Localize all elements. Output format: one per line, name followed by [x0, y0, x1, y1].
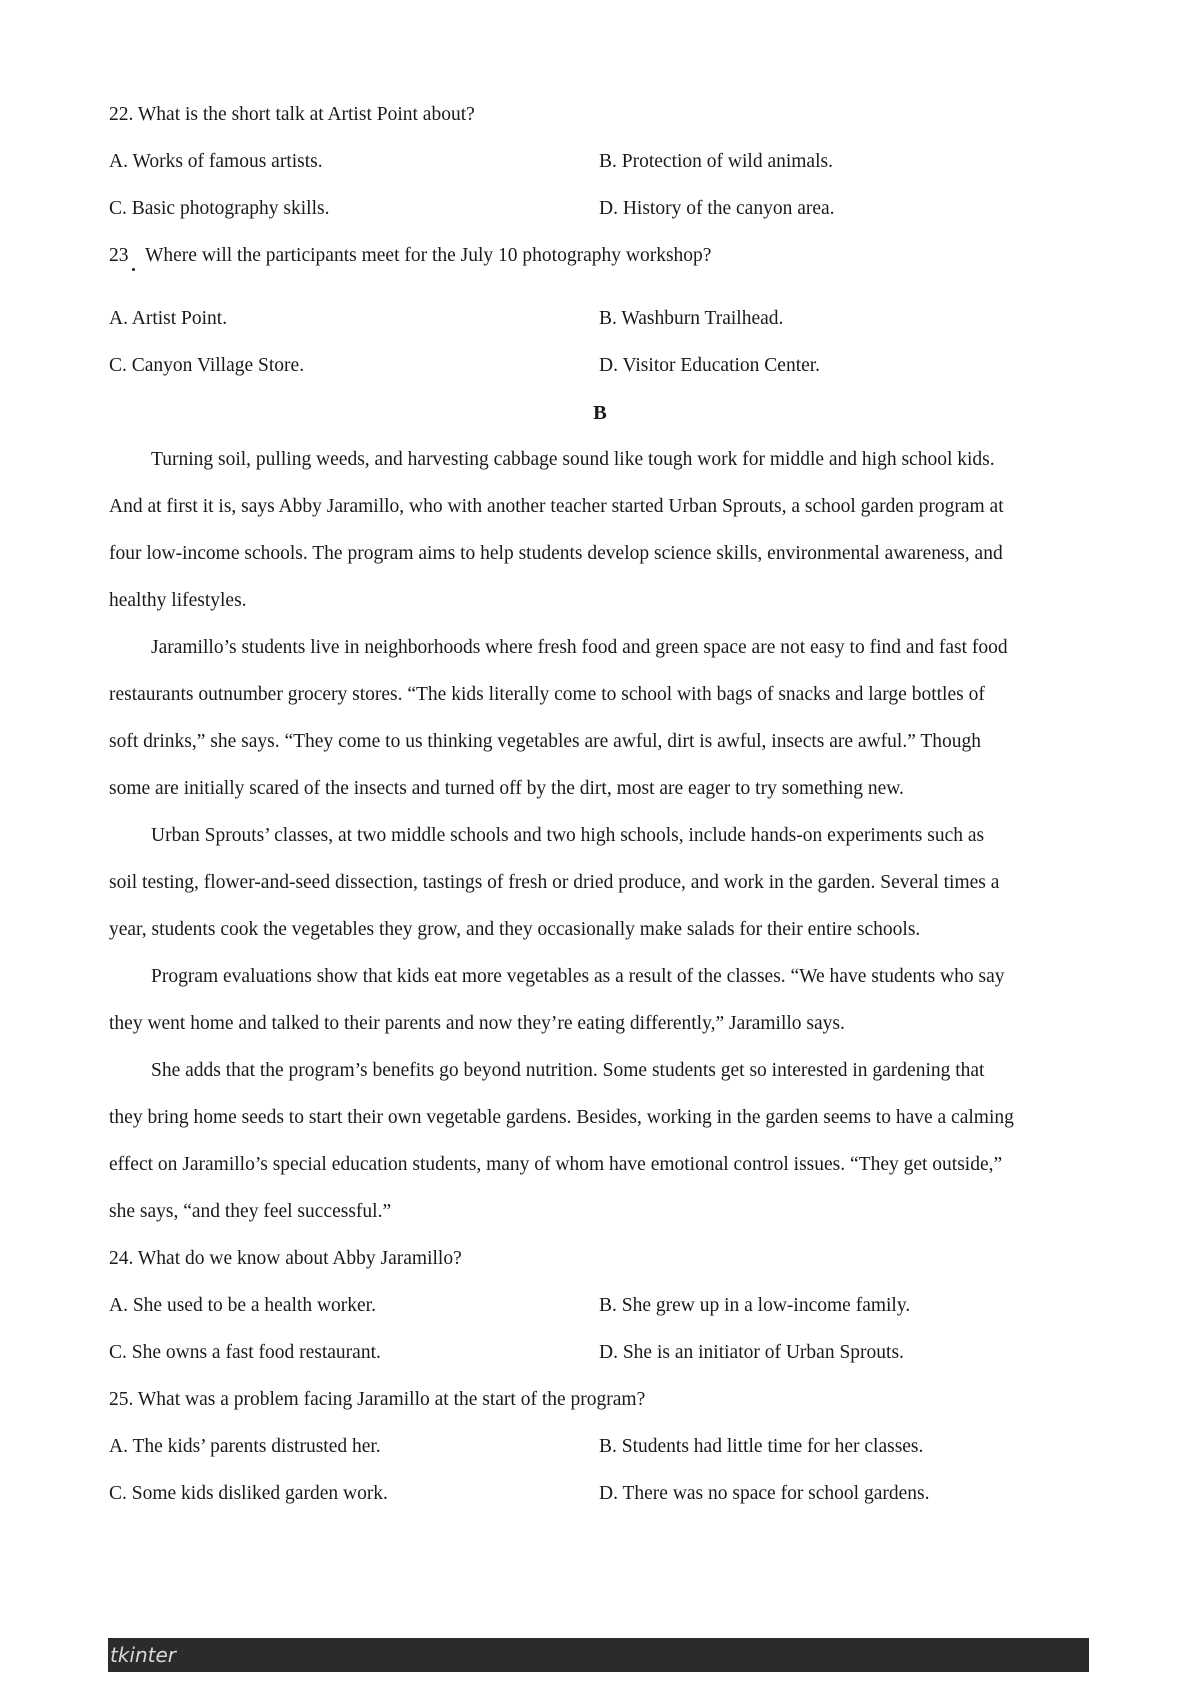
- q23-question: Where will the participants meet for the July 10 photography workshop?: [145, 245, 712, 266]
- q25-option-b: B. Students had little time for her classes.: [599, 1436, 924, 1457]
- passage-line: healthy lifestyles.: [109, 590, 247, 611]
- footer-label: tkinter: [110, 1643, 177, 1667]
- q23-number: 23: [109, 245, 129, 266]
- passage-line: restaurants outnumber grocery stores. “The kids literally come to school with bags of snacks and large bottles of: [109, 684, 985, 705]
- passage-line: And at first it is, says Abby Jaramillo, who with another teacher started Urban Sprouts, a school garden program at: [109, 496, 1004, 517]
- passage-line: soil testing, flower-and-seed dissection, tastings of fresh or dried produce, and work in the garden. Several times a: [109, 872, 1000, 893]
- passage-line: they went home and talked to their parents and now they’re eating differently,” Jaramillo says.: [109, 1013, 845, 1034]
- footer-bar: [108, 1638, 1089, 1672]
- q23-number-dot: [132, 268, 135, 271]
- passage-line: soft drinks,” she says. “They come to us thinking vegetables are awful, dirt is awful, insects are awful.” Though: [109, 731, 982, 752]
- passage-line: Turning soil, pulling weeds, and harvesting cabbage sound like tough work for middle and high school kids.: [151, 449, 995, 470]
- q24-option-d: D. She is an initiator of Urban Sprouts.: [599, 1342, 904, 1363]
- q22-option-c: C. Basic photography skills.: [109, 198, 330, 219]
- q22-option-a: A. Works of famous artists.: [109, 151, 323, 172]
- passage-line: year, students cook the vegetables they grow, and they occasionally make salads for their entire schools.: [109, 919, 921, 940]
- q22-option-b: B. Protection of wild animals.: [599, 151, 833, 172]
- q22-option-d: D. History of the canyon area.: [599, 198, 835, 219]
- q24-option-b: B. She grew up in a low-income family.: [599, 1295, 911, 1316]
- passage-line: four low-income schools. The program aims to help students develop science skills, environmental awareness, and: [109, 543, 1003, 564]
- q23-option-c: C. Canyon Village Store.: [109, 355, 305, 376]
- q23-option-b: B. Washburn Trailhead.: [599, 308, 784, 329]
- passage-line: they bring home seeds to start their own vegetable gardens. Besides, working in the garden seems to have a calming: [109, 1107, 1014, 1128]
- q25-option-c: C. Some kids disliked garden work.: [109, 1483, 388, 1504]
- q22-question: 22. What is the short talk at Artist Point about?: [109, 104, 475, 125]
- q24-option-c: C. She owns a fast food restaurant.: [109, 1342, 381, 1363]
- q23-option-a: A. Artist Point.: [109, 308, 228, 329]
- q25-option-d: D. There was no space for school gardens.: [599, 1483, 930, 1504]
- passage-line: Jaramillo’s students live in neighborhoods where fresh food and green space are not easy to find and fast food: [151, 637, 1008, 658]
- q25-option-a: A. The kids’ parents distrusted her.: [109, 1436, 381, 1457]
- passage-heading: B: [593, 402, 607, 424]
- passage-line: she says, “and they feel successful.”: [109, 1201, 392, 1222]
- passage-line: Urban Sprouts’ classes, at two middle schools and two high schools, include hands-on experiments such as: [151, 825, 985, 846]
- q23-option-d: D. Visitor Education Center.: [599, 355, 821, 376]
- passage-line: some are initially scared of the insects and turned off by the dirt, most are eager to try something new.: [109, 778, 904, 799]
- passage-line: She adds that the program’s benefits go beyond nutrition. Some students get so interested in gardening that: [151, 1060, 985, 1081]
- passage-line: effect on Jaramillo’s special education students, many of whom have emotional control issues. “They get outside,”: [109, 1154, 1003, 1175]
- q24-question: 24. What do we know about Abby Jaramillo?: [109, 1248, 462, 1269]
- passage-line: Program evaluations show that kids eat more vegetables as a result of the classes. “We have students who say: [151, 966, 1005, 987]
- q25-question: 25. What was a problem facing Jaramillo at the start of the program?: [109, 1389, 646, 1410]
- q24-option-a: A. She used to be a health worker.: [109, 1295, 376, 1316]
